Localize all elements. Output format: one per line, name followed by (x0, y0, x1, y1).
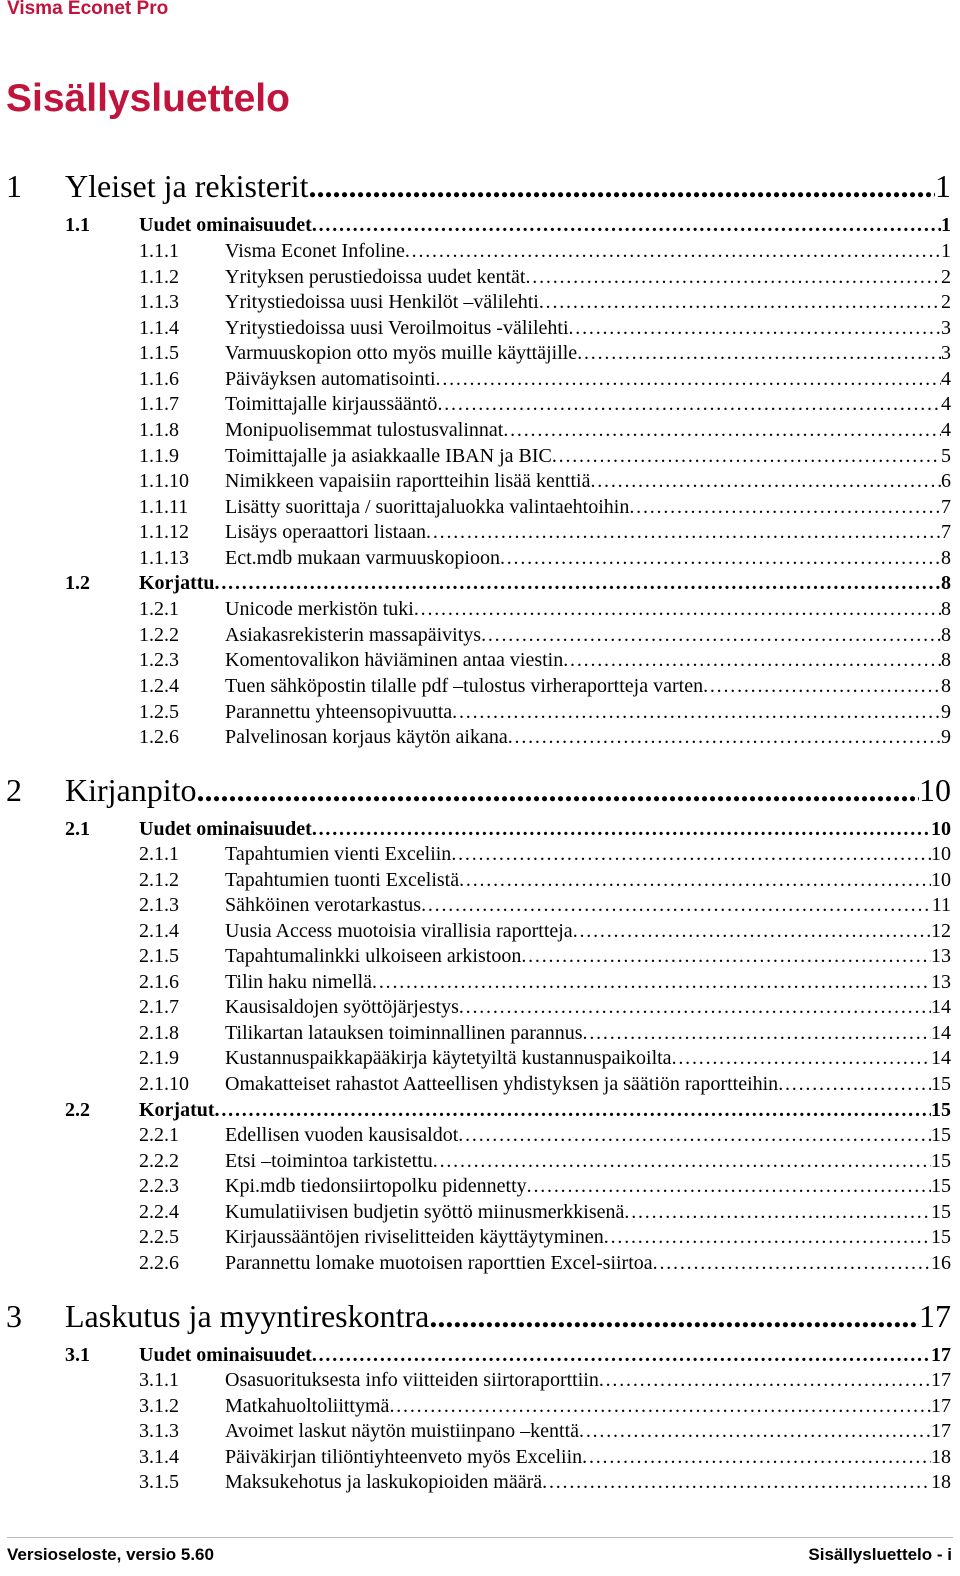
toc-dot-leader (539, 291, 941, 314)
toc-page-number: 13 (931, 971, 951, 993)
toc-page-number: 16 (931, 1252, 951, 1274)
toc-page-number: 2 (941, 266, 951, 288)
toc-dot-leader (459, 996, 931, 1019)
toc-page-number: 12 (931, 920, 951, 942)
toc-entry-title: Tapahtumalinkki ulkoiseen arkistoon (225, 945, 522, 967)
toc-page-number: 15 (931, 1150, 951, 1172)
toc-page-number: 17 (931, 1395, 951, 1417)
toc-page-number: 15 (931, 1099, 951, 1121)
toc-entry-title-line (225, 701, 951, 724)
toc-dot-leader (526, 266, 942, 289)
toc-dot-leader (437, 393, 941, 416)
toc-entry-title: Toimittajalle ja asiakkaalle IBAN ja BIC (225, 445, 552, 467)
footer-page-label: Sisällysluettelo - i (808, 1545, 952, 1564)
toc-entry-title: Nimikkeen vapaisiin raportteihin lisää kenttiä (225, 470, 591, 492)
toc-entry-title: Uusia Access muotoisia virallisia raportteja (225, 920, 573, 942)
toc-page-number: 7 (941, 496, 951, 518)
toc-entry-title-line (225, 675, 951, 698)
toc-entry-title-line (225, 1022, 951, 1045)
toc-page-number: 14 (931, 1047, 951, 1069)
toc-entry-title-line (225, 1369, 951, 1392)
toc-page-number: 8 (941, 572, 951, 594)
toc-entry-number: 1.2.6 (139, 726, 179, 748)
toc-entry-title: Maksukehotus ja laskukopioiden määrä (225, 1471, 543, 1493)
toc-entry-title-line (225, 1420, 951, 1443)
toc-entry-title: Parannettu yhteensopivuutta (225, 701, 453, 723)
toc-dot-leader (500, 547, 941, 570)
toc-entry-title-line (225, 894, 951, 917)
toc-dot-leader (312, 1344, 931, 1367)
toc-entry-title-line (225, 1047, 951, 1070)
toc-entry-title: Yrityksen perustiedoissa uudet kentät (225, 266, 526, 288)
toc-page-number: 9 (941, 726, 951, 748)
toc-page-number: 8 (941, 649, 951, 671)
page-title: Sisällysluettelo (6, 77, 290, 120)
toc-page-number: 13 (931, 945, 951, 967)
toc-entry-title: Matkahuoltoliittymä (225, 1395, 390, 1417)
toc-entry-title: Uudet ominaisuudet (139, 214, 312, 236)
toc-entry-title: Palvelinosan korjaus käytön aikana (225, 726, 508, 748)
toc-entry-number: 3.1.4 (139, 1446, 179, 1468)
toc-entry-number: 2.1.1 (139, 843, 179, 865)
toc-entry-number: 1.2.2 (139, 624, 179, 646)
footer-divider (7, 1537, 953, 1538)
toc-entry-number: 1.1.6 (139, 368, 179, 390)
toc-entry-title: Sähköinen verotarkastus (225, 894, 422, 916)
toc-entry-title-line (225, 266, 951, 289)
toc-entry-title-line (225, 920, 951, 943)
toc-entry-number: 2.1.9 (139, 1047, 179, 1069)
toc-dot-leader (579, 1420, 931, 1443)
toc-entry-number: 2.1.10 (139, 1073, 189, 1095)
toc-entry-number: 1.1.1 (139, 240, 179, 262)
toc-entry-title: Yritystiedoissa uusi Veroilmoitus -välilehti (225, 317, 569, 339)
toc-entry-title-line (225, 419, 951, 442)
toc-entry-number: 2.2.4 (139, 1201, 179, 1223)
toc-entry-title: Tilikartan latauksen toiminnallinen parannus (225, 1022, 583, 1044)
toc-entry-title: Tuen sähköpostin tilalle pdf –tulostus virheraportteja varten (225, 675, 704, 697)
toc-dot-leader (414, 598, 941, 621)
toc-entry-title: Kirjaussääntöjen riviselitteiden käyttäytyminen (225, 1226, 604, 1248)
toc-dot-leader (481, 624, 941, 647)
toc-dot-leader (599, 1369, 931, 1392)
toc-entry-number: 1 (6, 168, 22, 204)
toc-entry-title-line (225, 240, 951, 263)
toc-dot-leader (583, 1022, 931, 1045)
toc-page-number: 17 (931, 1344, 951, 1366)
toc-entry-title: Uudet ominaisuudet (139, 818, 312, 840)
toc-page-number: 4 (941, 419, 951, 441)
toc-page-number: 3 (941, 342, 951, 364)
toc-dot-leader (624, 1201, 931, 1224)
toc-entry-title: Kirjanpito (65, 772, 197, 808)
toc-entry-number: 1.2.1 (139, 598, 179, 620)
toc-dot-leader (452, 701, 941, 724)
toc-entry-number: 1.1.13 (139, 547, 189, 569)
toc-dot-leader (503, 419, 941, 442)
toc-entry-title: Korjatut (139, 1099, 215, 1121)
toc-entry-title: Toimittajalle kirjaussääntö (225, 393, 438, 415)
toc-page-number: 10 (919, 772, 951, 808)
toc-entry-title: Visma Econet Infoline (225, 240, 405, 262)
toc-page-number: 15 (931, 1201, 951, 1223)
toc-page-number: 14 (931, 996, 951, 1018)
toc-dot-leader (521, 945, 931, 968)
toc-entry-number: 2.2 (65, 1099, 90, 1121)
toc-entry-number: 1.1.12 (139, 521, 189, 543)
toc-entry-title-line (225, 1471, 951, 1494)
toc-entry-number: 2.1.7 (139, 996, 179, 1018)
toc-dot-leader (421, 894, 932, 917)
toc-entry-title-line (65, 772, 951, 809)
toc-entry-title: Korjattu (139, 572, 215, 594)
toc-entry-number: 1.1.11 (139, 496, 189, 518)
toc-dot-leader (778, 1073, 931, 1096)
toc-entry-title-line (225, 726, 951, 749)
toc-entry-title-line (139, 818, 951, 841)
toc-entry-title-line (225, 342, 951, 365)
toc-entry-number: 1.1 (65, 214, 90, 236)
toc-entry-title-line (225, 1175, 951, 1198)
toc-entry-number: 2.1.3 (139, 894, 179, 916)
toc-page-number: 11 (931, 894, 951, 916)
toc-entry-title: Komentovalikon häviäminen antaa viestin (225, 649, 564, 671)
app-title: Visma Econet Pro (7, 0, 169, 19)
toc-entry-title-line (139, 214, 951, 237)
toc-entry-title: Yleiset ja rekisterit (65, 168, 309, 204)
toc-entry-title-line (65, 168, 951, 205)
toc-page-number: 10 (931, 818, 951, 840)
toc-entry-title: Tilin haku nimellä (225, 971, 373, 993)
toc-entry-title-line (225, 649, 951, 672)
toc-entry-number: 2.2.1 (139, 1124, 179, 1146)
toc-entry-title: Omakatteiset rahastot Aatteellisen yhdistyksen ja säätiön raportteihin (225, 1073, 779, 1095)
toc-dot-leader (672, 1047, 931, 1070)
toc-page-number: 14 (931, 1022, 951, 1044)
toc-page-number: 1 (935, 168, 951, 204)
toc-entry-number: 3.1.5 (139, 1471, 179, 1493)
toc-page-number: 15 (931, 1226, 951, 1248)
toc-entry-number: 2.1.8 (139, 1022, 179, 1044)
toc-page-number: 8 (941, 547, 951, 569)
toc-dot-leader (426, 521, 941, 544)
footer-version: Versioseloste, versio 5.60 (7, 1545, 214, 1564)
toc-page-number: 5 (941, 445, 951, 467)
toc-page-number: 4 (941, 368, 951, 390)
toc-dot-leader (569, 317, 942, 340)
toc-entry-number: 3.1.1 (139, 1369, 179, 1391)
toc-page-number: 15 (931, 1124, 951, 1146)
toc-entry-number: 2.1.4 (139, 920, 179, 942)
toc-entry-number: 2.2.2 (139, 1150, 179, 1172)
toc-page-number: 9 (941, 701, 951, 723)
toc-dot-leader (308, 168, 935, 205)
toc-dot-leader (459, 869, 931, 892)
toc-entry-number: 1.1.10 (139, 470, 189, 492)
toc-page-number: 15 (931, 1175, 951, 1197)
toc-dot-leader (582, 1446, 931, 1469)
toc-dot-leader (429, 1298, 919, 1335)
toc-page-number: 4 (941, 393, 951, 415)
toc-dot-leader (405, 240, 941, 263)
toc-dot-leader (542, 1471, 931, 1494)
toc-entry-number: 1.2.3 (139, 649, 179, 671)
toc-entry-title-line (225, 624, 951, 647)
toc-page-number: 17 (931, 1369, 951, 1391)
toc-entry-number: 2.2.3 (139, 1175, 179, 1197)
toc-entry-number: 2.1.5 (139, 945, 179, 967)
toc-entry-title: Uudet ominaisuudet (139, 1344, 312, 1366)
toc-dot-leader (703, 675, 941, 698)
toc-page-number: 17 (931, 1420, 951, 1442)
toc-entry-title: Kausisaldojen syöttöjärjestys (225, 996, 459, 1018)
toc-dot-leader (629, 496, 941, 519)
toc-dot-leader (527, 1175, 931, 1198)
toc-entry-title: Päiväyksen automatisointi (225, 368, 436, 390)
toc-dot-leader (508, 726, 941, 749)
toc-entry-title: Lisäys operaattori listaan (225, 521, 427, 543)
toc-entry-title: Parannettu lomake muotoisen raporttien Excel-siirtoa (225, 1252, 653, 1274)
toc-dot-leader (573, 920, 931, 943)
toc-entry-number: 2.1.2 (139, 869, 179, 891)
toc-entry-title: Osasuorituksesta info viitteiden siirtoraporttiin (225, 1369, 599, 1391)
toc-entry-number: 1.1.4 (139, 317, 179, 339)
toc-entry-title-line (225, 1446, 951, 1469)
toc-entry-title: Lisätty suorittaja / suorittajaluokka valintaehtoihin (225, 496, 630, 518)
toc-entry-number: 1.1.7 (139, 393, 179, 415)
toc-entry-number: 2 (6, 772, 22, 808)
toc-dot-leader (604, 1226, 931, 1249)
toc-entry-title-line (225, 1201, 951, 1224)
toc-entry-title-line (225, 496, 951, 519)
toc-entry-title-line (225, 317, 951, 340)
toc-entry-title-line (225, 393, 951, 416)
toc-entry-number: 1.1.2 (139, 266, 179, 288)
toc-entry-number: 1.1.9 (139, 445, 179, 467)
toc-page-number: 8 (941, 624, 951, 646)
toc-dot-leader (197, 772, 919, 809)
toc-page-number: 7 (941, 521, 951, 543)
toc-dot-leader (552, 445, 941, 468)
toc-entry-title-line (225, 521, 951, 544)
toc-dot-leader (312, 214, 941, 237)
toc-entry-number: 3.1.3 (139, 1420, 179, 1442)
toc-entry-title: Tapahtumien vienti Exceliin (225, 843, 452, 865)
toc-entry-title: Monipuolisemmat tulostusvalinnat (225, 419, 504, 441)
toc-entry-title: Unicode merkistön tuki (225, 598, 414, 620)
toc-entry-title-line (225, 470, 951, 493)
toc-page-number: 3 (941, 317, 951, 339)
toc-entry-title-line (225, 1252, 951, 1275)
toc-dot-leader (215, 1099, 931, 1122)
toc-entry-number: 1.1.5 (139, 342, 179, 364)
toc-entry-title-line (139, 1344, 951, 1367)
toc-entry-number: 3.1.2 (139, 1395, 179, 1417)
toc-page-number: 18 (931, 1471, 951, 1493)
toc-entry-title: Kustannuspaikkapääkirja käytetyiltä kustannuspaikoilta (225, 1047, 672, 1069)
toc-entry-title-line (225, 843, 951, 866)
toc-entry-number: 2.2.6 (139, 1252, 179, 1274)
toc-entry-title-line (225, 945, 951, 968)
toc-entry-number: 1.2.4 (139, 675, 179, 697)
toc-entry-title-line (225, 547, 951, 570)
toc-dot-leader (653, 1252, 931, 1275)
toc-entry-number: 1.2.5 (139, 701, 179, 723)
toc-entry-number: 1.1.3 (139, 291, 179, 313)
toc-entry-number: 1.1.8 (139, 419, 179, 441)
toc-entry-number: 3 (6, 1298, 22, 1334)
toc-entry-title-line (65, 1298, 951, 1335)
toc-entry-title-line (139, 572, 951, 595)
toc-dot-leader (563, 649, 941, 672)
toc-dot-leader (458, 1124, 931, 1147)
toc-entry-title: Yritystiedoissa uusi Henkilöt –välilehti (225, 291, 539, 313)
toc-entry-title-line (225, 1124, 951, 1147)
toc-dot-leader (215, 572, 941, 595)
toc-entry-title: Edellisen vuoden kausisaldot (225, 1124, 459, 1146)
toc-page-number: 10 (931, 843, 951, 865)
toc-page-number: 1 (941, 240, 951, 262)
toc-dot-leader (577, 342, 941, 365)
toc-entry-title: Tapahtumien tuonti Excelistä (225, 869, 460, 891)
toc-page-number: 6 (941, 470, 951, 492)
toc-entry-number: 2.1 (65, 818, 90, 840)
toc-entry-title-line (225, 996, 951, 1019)
toc-entry-title-line (139, 1099, 951, 1122)
toc-page-number: 1 (941, 214, 951, 236)
toc-entry-title-line (225, 291, 951, 314)
toc-dot-leader (436, 368, 941, 391)
toc-entry-title-line (225, 598, 951, 621)
toc-entry-title: Ect.mdb mukaan varmuuskopioon (225, 547, 500, 569)
toc-page-number: 2 (941, 291, 951, 313)
toc-dot-leader (590, 470, 941, 493)
toc-entry-title: Varmuuskopion otto myös muille käyttäjille (225, 342, 578, 364)
toc-entry-number: 1.2 (65, 572, 90, 594)
toc-dot-leader (433, 1150, 931, 1173)
toc-entry-title: Kumulatiivisen budjetin syöttö miinusmerkkisenä (225, 1201, 625, 1223)
toc-page-number: 17 (919, 1298, 951, 1334)
toc-entry-title-line (225, 1226, 951, 1249)
toc-entry-title: Kpi.mdb tiedonsiirtopolku pidennetty (225, 1175, 527, 1197)
toc-dot-leader (451, 843, 931, 866)
toc-page-number: 15 (931, 1073, 951, 1095)
toc-entry-number: 2.2.5 (139, 1226, 179, 1248)
toc-entry-title: Päiväkirjan tiliöntiyhteenveto myös Exceliin (225, 1446, 583, 1468)
toc-page-number: 10 (931, 869, 951, 891)
toc-entry-title-line (225, 971, 951, 994)
toc-entry-title-line (225, 445, 951, 468)
toc-entry-title: Laskutus ja myyntireskontra (65, 1298, 430, 1334)
toc-page-number: 8 (941, 598, 951, 620)
toc-entry-number: 3.1 (65, 1344, 90, 1366)
toc-entry-title: Etsi –toimintoa tarkistettu (225, 1150, 433, 1172)
toc-dot-leader (312, 818, 931, 841)
toc-entry-title: Asiakasrekisterin massapäivitys (225, 624, 482, 646)
toc-dot-leader (389, 1395, 931, 1418)
toc-entry-number: 2.1.6 (139, 971, 179, 993)
toc-entry-title-line (225, 368, 951, 391)
toc-entry-title-line (225, 869, 951, 892)
toc-page-number: 8 (941, 675, 951, 697)
toc-entry-title: Avoimet laskut näytön muistiinpano –kenttä (225, 1420, 580, 1442)
toc-entry-title-line (225, 1395, 951, 1418)
toc-entry-title-line (225, 1150, 951, 1173)
toc-entry-title-line (225, 1073, 951, 1096)
toc-page-number: 18 (931, 1446, 951, 1468)
toc-dot-leader (372, 971, 931, 994)
